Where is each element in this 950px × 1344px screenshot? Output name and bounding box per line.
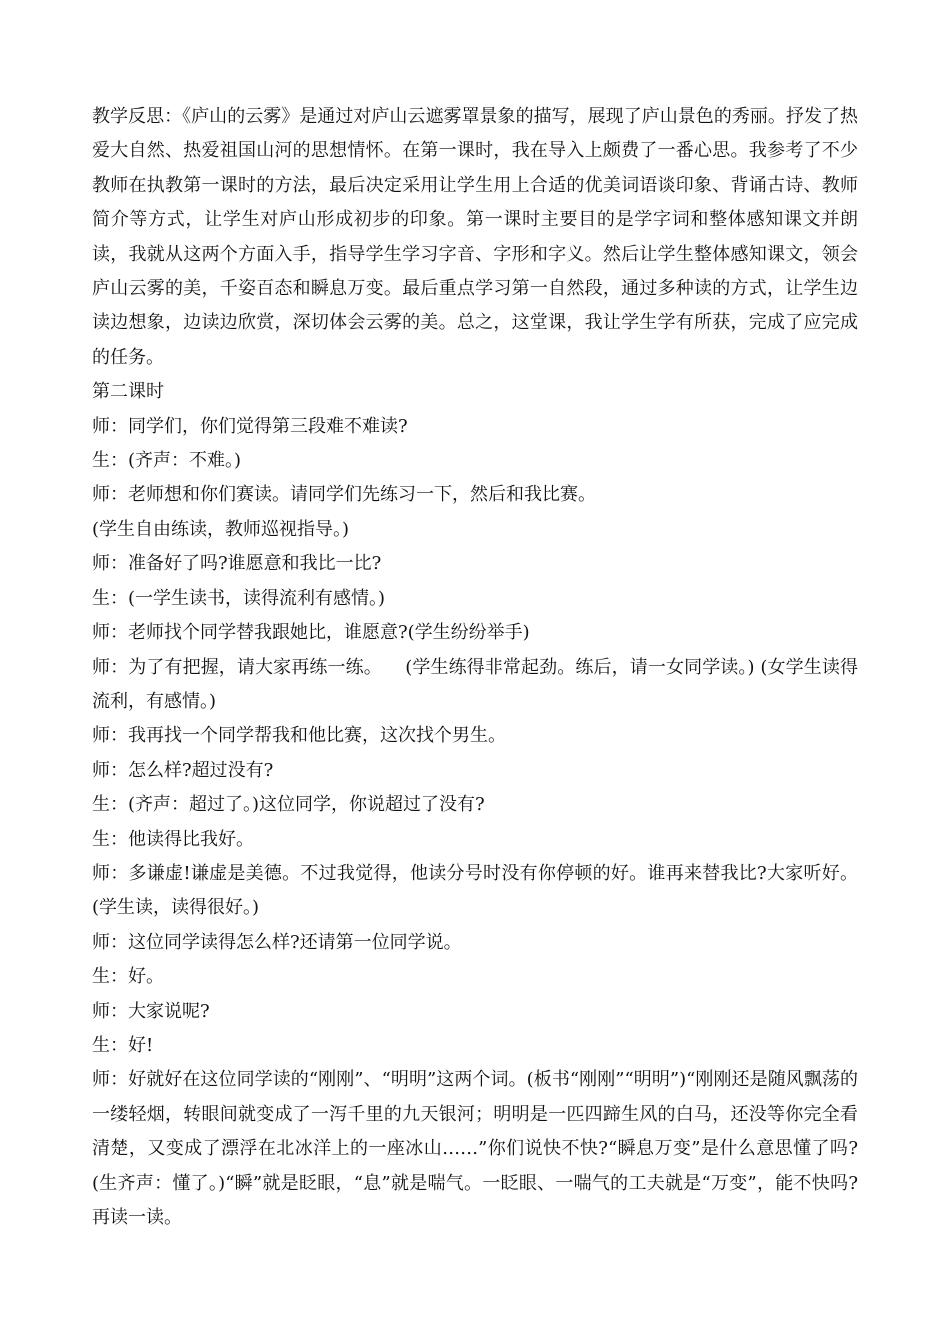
dialogue-line: 师：同学们，你们觉得第三段难不难读?: [92, 415, 408, 437]
dialogue-line: 师：老师找个同学替我跟她比，谁愿意?(学生纷纷举手): [92, 622, 530, 644]
dialogue-line: 师：怎么样?超过没有?: [92, 759, 274, 781]
dialogue-line: 生：(齐声：不难。): [92, 450, 242, 472]
dialogue-line: 师：好就好在这位同学读的“刚刚”、“明明”这两个词。(板书“刚刚”“明明”)“刚刚还是随风飘荡的一缕轻烟，转眼间就变成了一泻千里的九天银河；明明是一匹四蹄生风的白马，还没等你完全看清楚，又变成了漂浮在北冰洋上的一座冰山……”你们说快不快?“瞬息万变”是什么意思懂了吗?(生齐声：懂了。)“瞬”就是眨眼，“息”就是喘气。一眨眼、一喘气的工夫就是“万变”，能不快吗?再读一读。: [92, 1069, 858, 1228]
dialogue-line: 生：(一学生读书，读得流利有感情。): [92, 587, 386, 609]
dialogue-line: 师：这位同学读得怎么样?还请第一位同学说。: [92, 931, 462, 953]
dialogue-line: 生：好!: [92, 1034, 154, 1056]
dialogue-line: 师：大家说呢?: [92, 1000, 210, 1022]
dialogue-line: 师：为了有把握，请大家再练一练。 (学生练得非常起劲。练后，请一女同学读。) (女学生读得流利，有感情。): [92, 656, 858, 712]
dialogue-line: 师：老师想和你们赛读。请同学们先练习一下，然后和我比赛。: [92, 484, 596, 506]
dialogue-line: 师：我再找一个同学帮我和他比赛，这次找个男生。: [92, 725, 506, 747]
stage-direction: (学生自由练读，教师巡视指导。): [92, 518, 350, 540]
document-body: [92, 100, 858, 1235]
dialogue-line: 生：(齐声：超过了。)这位同学，你说超过了没有?: [92, 794, 485, 816]
dialogue-line: 师：准备好了吗?谁愿意和我比一比?: [92, 553, 382, 575]
dialogue-line: 师：多谦虚!谦虚是美德。不过我觉得，他读分号时没有你停顿的好。谁再来替我比?大家听好。(学生读，读得很好。): [92, 862, 858, 919]
dialogue-line: 生：好。: [92, 966, 164, 988]
reflection-paragraph: 教学反思：《庐山的云雾》是通过对庐山云遮雾罩景象的描写，展现了庐山景色的秀丽。抒发了热爱大自然、热爱祖国山河的思想情怀。在第一课时，我在导入上颇费了一番心思。我参考了不少教师在执教第一课时的方法，最后决定采用让学生用上合适的优美词语谈印象、背诵古诗、教师简介等方式，让学生对庐山形成初步的印象。第一课时主要目的是学字词和整体感知课文并朗读，我就从这两个方面入手，指导学生学习字音、字形和字义。然后让学生整体感知课文，领会庐山云雾的美，千姿百态和瞬息万变。最后重点学习第一自然段，通过多种读的方式，让学生边读边想象，边读边欣赏，深切体会云雾的美。总之，这堂课，我让学生学有所获，完成了应完成的任务。: [92, 106, 858, 368]
dialogue-line: 生：他读得比我好。: [92, 828, 254, 850]
section-heading: 第二课时: [92, 381, 164, 403]
